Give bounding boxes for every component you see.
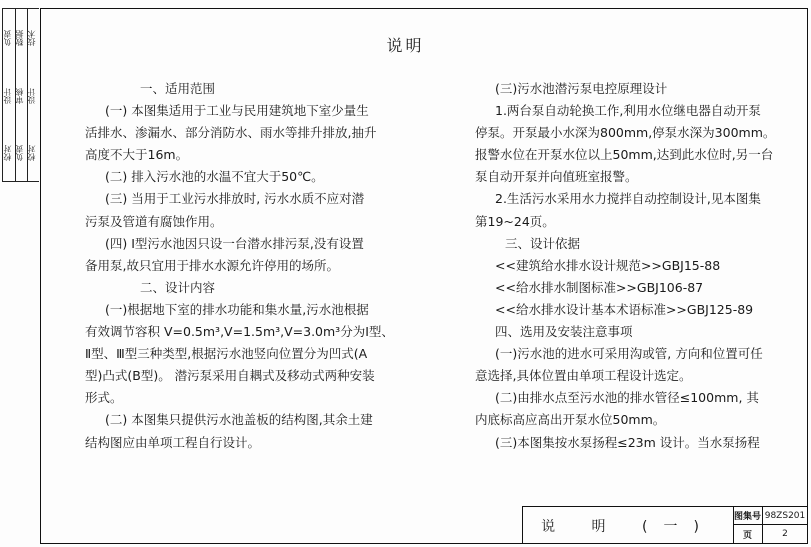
text-line: (一)污水池的进水可采用沟或管, 方向和位置可任 [495, 346, 763, 362]
text-line: (三)本图集按水泵扬程≤23m 设计。当水泵扬程 [495, 434, 760, 450]
right-text-column [475, 78, 795, 454]
text-line: 报警水位在开泵水位以上50mm,达到此水位时,另一台 [475, 147, 774, 163]
text-line: (二)由排水点至污水池的排水管径≤100mm, 其 [495, 390, 759, 406]
text-line: 内底标高应高出开泵水位50mm。 [475, 412, 666, 428]
binding-cell: 审核 [15, 88, 24, 104]
text-line: (一)根据地下室的排水功能和集水量,污水池根据 [105, 301, 369, 317]
text-line: (一) 本图集适用于工业与民用建筑地下室少量生 [105, 103, 369, 119]
text-line: Ⅱ型、Ⅲ型三种类型,根据污水池竖向位置分为凹式(A [85, 346, 368, 362]
text-line: (三) 当用于工业污水排放时, 污水水质不应对潜 [105, 191, 365, 207]
section-heading: 三、设计依据 [505, 235, 581, 251]
text-line: (四) Ⅰ型污水池因只设一台潜水排污泵,没有设置 [105, 235, 364, 251]
binding-cell: 负责 [3, 30, 12, 46]
text-line: 结构图应由单项工程自行设计。 [85, 434, 261, 450]
atlas-number-label: 图集号 [733, 507, 763, 525]
sheet-name: 说 明 (一) [523, 507, 734, 544]
reference-line: <<给水排水设计基本术语标准>>GBJ125-89 [495, 301, 754, 317]
text-line: (二) 排入污水池的水温不宜大于50℃。 [105, 169, 324, 185]
text-line: 停泵。开泵最小水深为800mm,停泵水深为300mm。 [475, 125, 776, 141]
section-heading: 四、选用及安装注意事项 [495, 324, 633, 340]
atlas-number-value: 98ZS201 [763, 507, 807, 525]
text-line: 形式。 [85, 390, 123, 406]
text-line: 备用泵,故只宜用于排水水源允许停用的场所。 [85, 257, 339, 273]
section-heading: 二、设计内容 [140, 279, 216, 295]
binding-cell: 校对 [27, 145, 36, 161]
reference-line: <<给水排水制图标准>>GBJ106-87 [495, 279, 704, 295]
text-line: 2.生活污水采用水力搅拌自动控制设计,见本图集 [495, 191, 761, 207]
binding-cell: 技术 [27, 30, 36, 46]
binding-cell: 设计 [27, 88, 36, 104]
left-text-column [85, 78, 465, 454]
reference-line: <<建筑给水排水设计规范>>GBJ15-88 [495, 257, 721, 273]
text-line: 第19~24页。 [475, 213, 555, 229]
text-line: 有效调节容积 V=0.5m³,V=1.5m³,V=3.0m³分为Ⅰ型、 [85, 324, 394, 340]
page-title: 说明 [386, 36, 425, 55]
title-block [522, 506, 808, 544]
binding-cell: 数据 [15, 30, 24, 46]
text-line: 高度不大于16m。 [85, 147, 189, 163]
text-line: 意选择,具体位置由单项工程设计选定。 [475, 368, 692, 384]
binding-cell: 设计 [3, 88, 12, 104]
text-line: 1.两台泵自动轮换工作,利用水位继电器自动开泵 [495, 103, 761, 119]
text-line: 型)凸式(B型)。 潜污泵采用自耦式及移动式两种安装 [85, 368, 375, 384]
text-line: 活排水、渗漏水、部分消防水、雨水等排升排放,抽升 [85, 125, 377, 141]
section-heading: (三)污水池潜污泵电控原理设计 [495, 81, 668, 96]
binding-cell: 校对 [3, 145, 12, 161]
binding-cell: 负责 [15, 145, 24, 161]
page-number: 2 [782, 529, 788, 539]
section-heading: 一、适用范围 [140, 81, 216, 96]
page-label: 页 [733, 525, 763, 543]
text-line: 污泵及管道有腐蚀作用。 [85, 213, 223, 229]
text-line: (二) 本图集只提供污水池盖板的结构图,其余土建 [105, 412, 373, 428]
text-line: 泵自动开泵并向值班室报警。 [475, 169, 638, 185]
